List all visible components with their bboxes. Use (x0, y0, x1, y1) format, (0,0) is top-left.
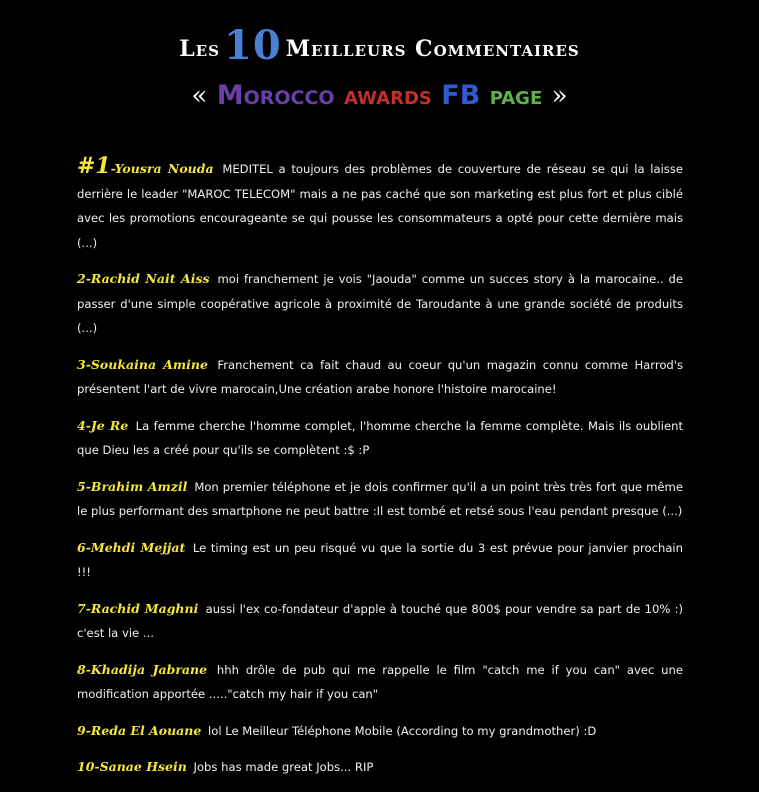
comment-item (77, 755, 683, 780)
title-page: page (489, 81, 543, 111)
comment-item (77, 475, 683, 524)
comment-rank: 5 (77, 478, 86, 494)
close-quote: » (551, 81, 568, 111)
comment-author: -Mehdi Mejjat (85, 539, 186, 555)
comment-rank: 7 (77, 600, 86, 616)
comment-author: -Rachid Nait Aiss (85, 271, 210, 286)
comment-item (77, 658, 683, 707)
comment-rank: 6 (77, 539, 86, 555)
title-morocco: Morocco (216, 80, 335, 111)
title-prefix: Les (179, 36, 221, 62)
comment-list (77, 154, 683, 792)
title-fb: FB (441, 80, 481, 111)
comment-text: hhh drôle de pub qui me rappelle le film "catch me if you can" avec une modification apportée ....."catch my hair if you can" (77, 662, 684, 701)
comment-text: La femme cherche l'homme complet, l'homme cherche la femme complète. Mais ils oublient que Dieu les a créé pour qu'ils se complètent :$ :P (77, 418, 684, 457)
comment-author: -Rachid Maghni (85, 600, 199, 616)
comment-text: MEDITEL a toujours des problèmes de couverture de réseau se qui la laisse derrière le leader "MAROC TELECOM" mais a ne pas caché que son marketing est plus fort et plus ciblé avec les promotions encourageante se qui pousse les consommateurs a opté pour cette dernière mais (...) (77, 162, 684, 250)
comment-rank: 9 (77, 722, 86, 738)
comment-rank: 4 (77, 417, 86, 433)
comment-author: -Yousra Nouda (110, 161, 214, 176)
comment-text: Jobs has made great Jobs... RIP (193, 760, 374, 774)
title-suffix: Meilleurs Commentaires (285, 36, 580, 62)
comment-item (77, 353, 683, 402)
comment-rank: 8 (77, 661, 86, 677)
comment-rank: #1 (77, 153, 111, 179)
comment-text: lol Le Meilleur Téléphone Mobile (According to my grandmother) :D (208, 723, 597, 738)
title-line-2 (0, 80, 759, 111)
comment-item (77, 536, 683, 585)
comment-rank: 10 (77, 759, 95, 774)
comment-item (77, 597, 683, 646)
comment-text: Mon premier téléphone et je dois confirmer qu'il a un point très très fort que même le plus performant des smartphone ne peut battre :Il est tombé et retsé sous l'eau pendant presque (...) (77, 479, 683, 518)
comment-author: -Soukaina Amine (85, 356, 208, 372)
comment-item (77, 414, 683, 463)
title-awards: awards (343, 81, 432, 111)
comment-author: -Brahim Amzil (85, 478, 188, 494)
open-quote: « (191, 81, 208, 111)
comment-text: moi franchement je vois "Jaouda" comme un succes story à la marocaine.. de passer d'une simple coopérative agricole à proximité de Taroudante à une grande société de produits (...) (77, 272, 683, 335)
comment-text: aussi l'ex co-fondateur d'apple à touché que 800$ pour vendre sa part de 10% :) c'est la vie ... (77, 601, 683, 640)
title-line-1 (0, 22, 759, 69)
comment-item (77, 154, 683, 255)
comment-item (77, 267, 683, 341)
comment-item (77, 719, 683, 744)
comment-rank: 3 (77, 356, 86, 372)
comment-author: -Sanae Hsein (94, 759, 187, 774)
comment-text: Le timing est un peu risqué vu que la sortie du 3 est prévue pour janvier prochain !!! (77, 540, 683, 579)
comment-rank: 2 (77, 271, 86, 286)
comment-author: -Khadija Jabrane (85, 661, 208, 677)
title-number: 10 (224, 22, 282, 69)
comment-author: -Reda El Aouane (85, 722, 202, 738)
comment-author: -Je Re (85, 417, 129, 433)
comment-text: Franchement ca fait chaud au coeur qu'un magazin connu comme Harrod's présentent l'art de vivre marocain,Une création arabe honore l'histoire marocaine! (77, 357, 684, 396)
